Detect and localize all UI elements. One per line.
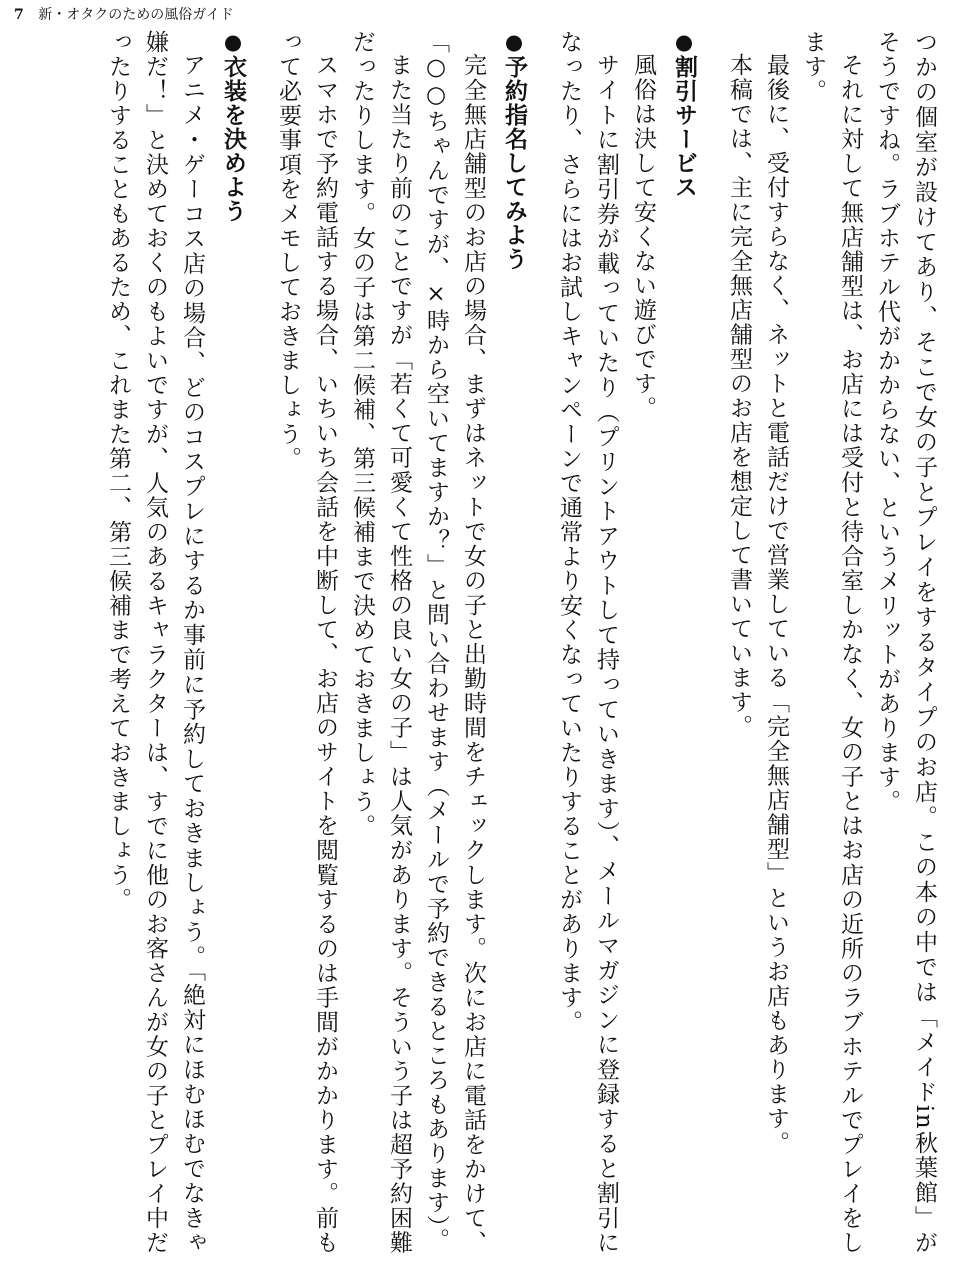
paragraph: 最後に、受付すらなく、ネットと電話だけで営業している「完全無店舗型」というお店もあります。	[763, 53, 789, 1156]
vertical-body-text	[7, 30, 942, 1255]
heading-text: 割引サービス	[671, 55, 697, 199]
paragraph: アニメ・ゲーコス店の場合、どのコスプレにするか事前に予約しておきましょう。「絶対にほむほむでなきゃ嫌だ！」と決めておくのもよいですが、人気のあるキャラクターは、すでに他のお客さんが女の子とプレイ中だったりすることもあるため、これまた第二、第三候補まで考えておきましょう。	[105, 30, 205, 1255]
heading-text: 衣装を決めよう	[220, 55, 246, 223]
paragraph: 風俗は決して安くない遊びです。	[630, 53, 656, 421]
paragraph: 本稿では、主に完全無店舗型のお店を想定して書いています。	[726, 53, 752, 739]
section-heading-discount	[665, 30, 702, 1255]
paragraph: スマホで予約電話する場合、いちいち会話を中断して、お店のサイトを閲覧するのは手間がかかります。前もって必要事項をメモしておきましょう。	[275, 30, 338, 1255]
bullet-icon: ●	[221, 30, 245, 55]
paragraph: サイトに割引券が載っていたり（プリントアウトして持っていきます）、メールマガジンに登録すると割引になったり、さらにはお試しキャンペーンで通常より安くなっていたりすることがあります。	[556, 30, 619, 1255]
book-title: 新・オタクのための風俗ガイド	[38, 7, 234, 23]
running-head	[14, 4, 234, 26]
bullet-icon: ●	[672, 30, 696, 55]
heading-text: 予約指名してみよう	[501, 55, 527, 271]
section-heading-costume	[214, 30, 251, 1255]
paragraph-continued: つかの個室が設けてあり、そこで女の子とプレイをするタイプのお店。この本の中では「メイドin秋葉館」がそうですね。ラブホテル代がかからない、というメリットがあります。	[874, 30, 937, 1255]
paragraph: また当たり前のことですが「若くて可愛くて性格の良い女の子」は人気があります。そういう子は超予約困難だったりします。女の子は第二候補、第三候補まで決めておきましょう。	[349, 30, 412, 1255]
paragraph: 完全無店舗型のお店の場合、まずはネットで女の子と出勤時間をチェックします。次にお店に電話をかけて、「○○ちゃんですが、×時から空いてますか？」と問い合わせます（メールで予約できるところもあります）。	[423, 30, 486, 1255]
page-number: 7	[14, 7, 24, 23]
paragraph: それに対して無店舗型は、お店には受付と待合室しかなく、女の子とはお店の近所のラブホテルでプレイをします。	[800, 30, 863, 1255]
section-heading-reservation	[495, 30, 532, 1255]
bullet-icon: ●	[502, 30, 526, 55]
